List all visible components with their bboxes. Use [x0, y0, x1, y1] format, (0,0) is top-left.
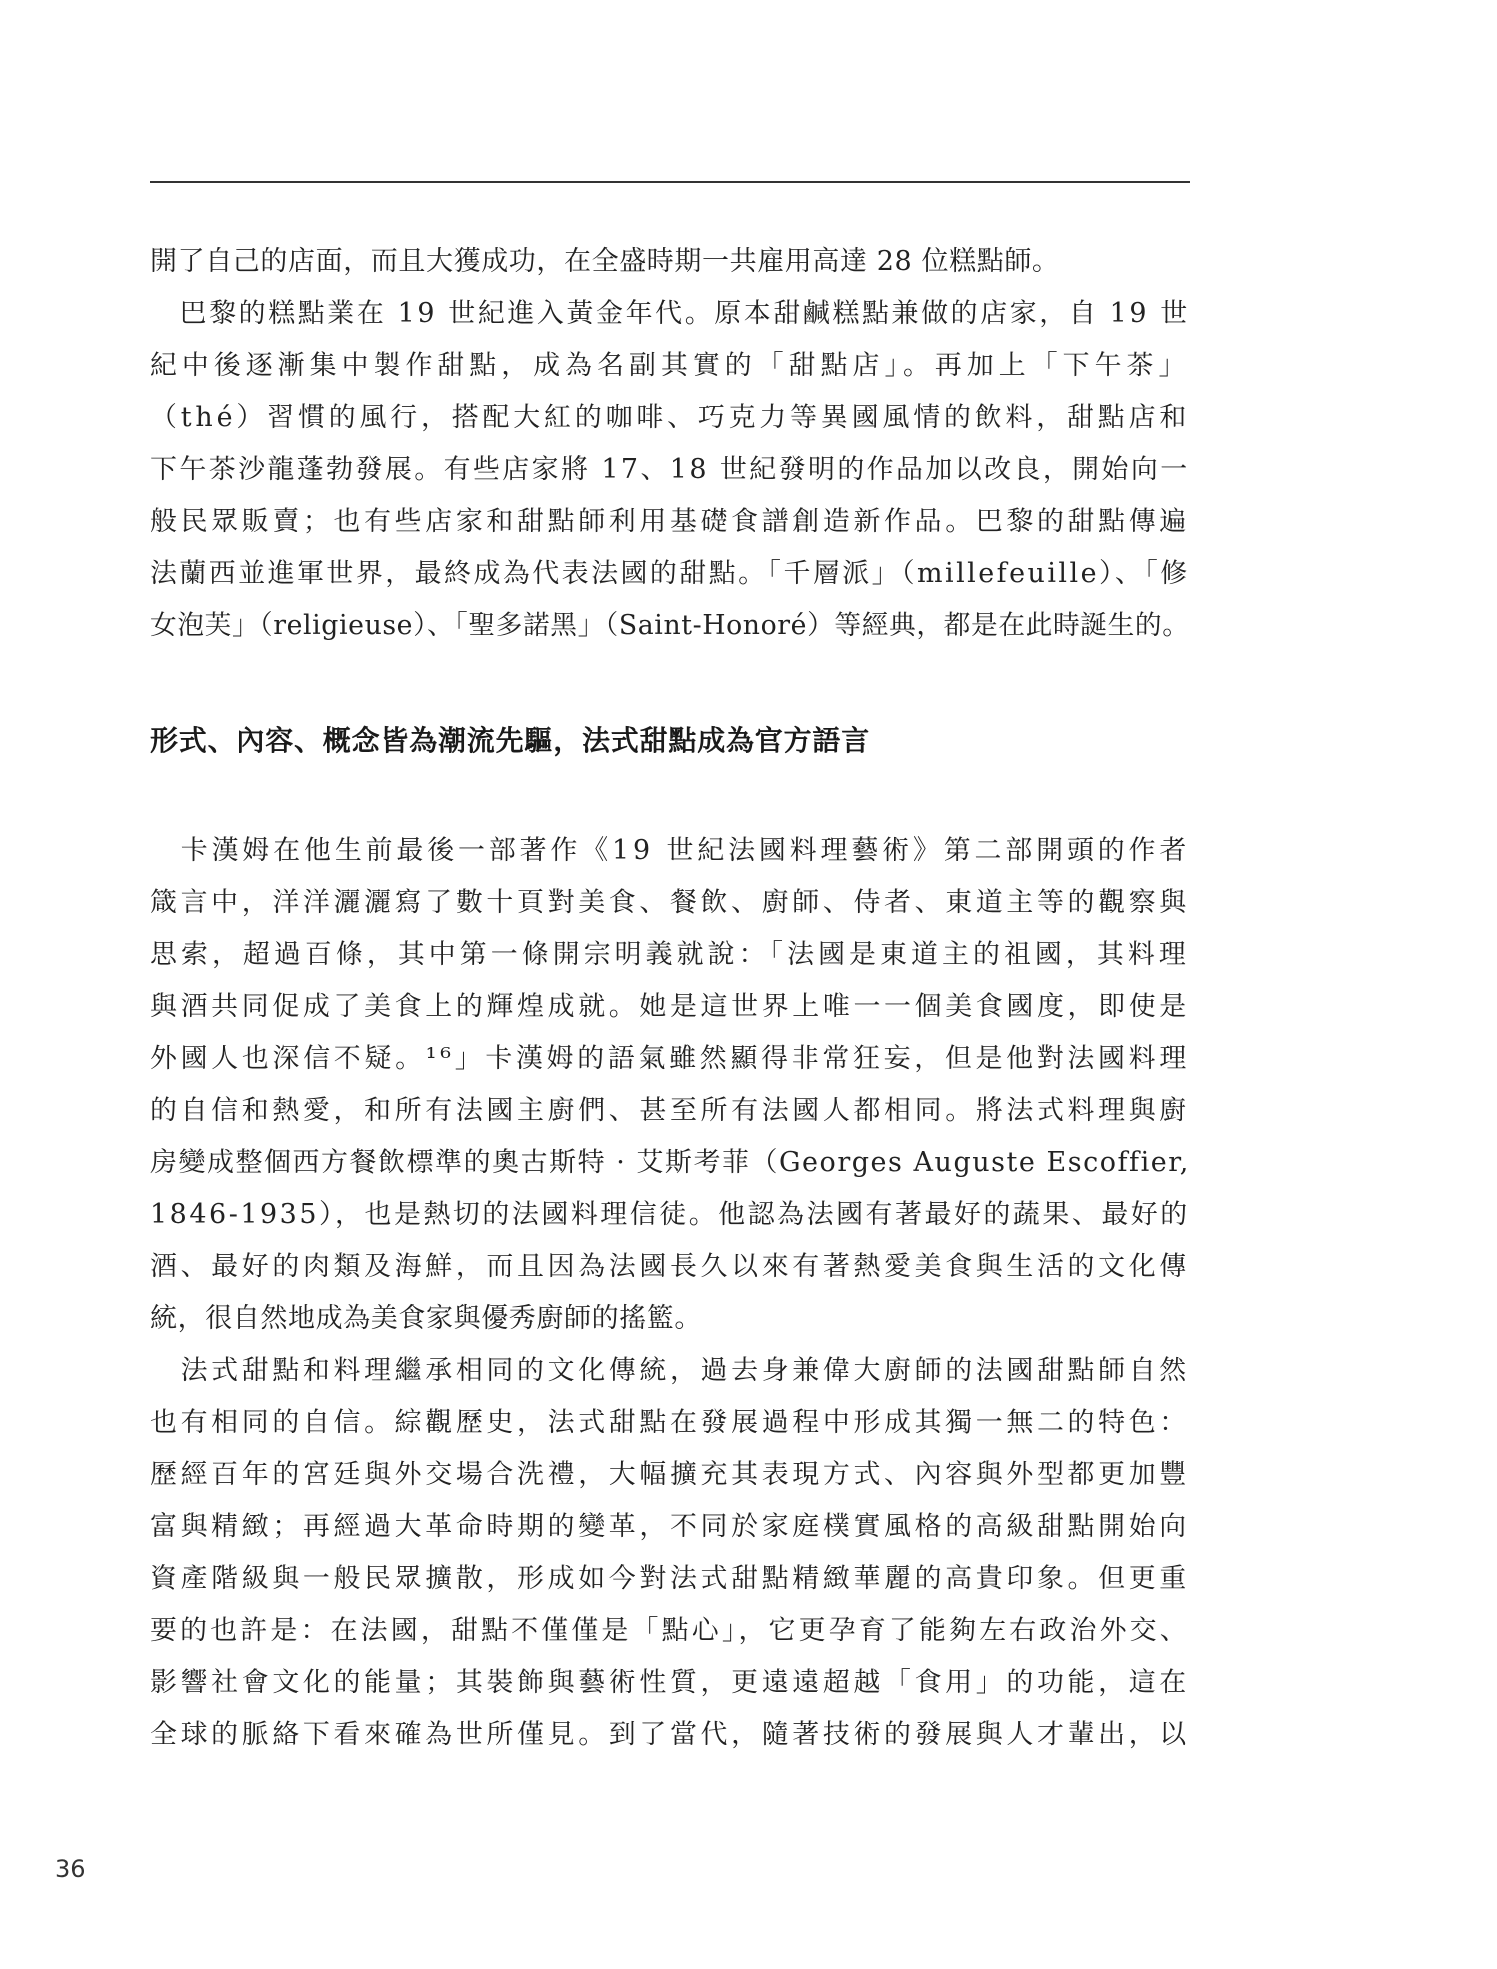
section-heading: 形式、內容、概念皆為潮流先驅，法式甜點成為官方語言	[150, 724, 871, 757]
text-line: （thé）習慣的風行，搭配大紅的咖啡、巧克力等異國風情的飲料，甜點店和	[150, 402, 1191, 433]
text-line: 資產階級與一般民眾擴散，形成如今對法式甜點精緻華麗的高貴印象。但更重	[150, 1563, 1190, 1594]
text-line: 女泡芙」（religieuse）、「聖多諾黑」（Saint-Honoré）等經典，都是在此時誕生的。	[150, 610, 1190, 641]
body-text-section-2	[150, 825, 1190, 1761]
text-line: 富與精緻；再經過大革命時期的變革，不同於家庭樸實風格的高級甜點開始向	[150, 1511, 1190, 1542]
text-line: 也有相同的自信。綜觀歷史，法式甜點在發展過程中形成其獨一無二的特色：	[150, 1407, 1190, 1438]
text-line: 卡漢姆在他生前最後一部著作《19 世紀法國料理藝術》第二部開頭的作者	[150, 835, 1191, 866]
text-line: 與酒共同促成了美食上的輝煌成就。她是這世界上唯一一個美食國度，即使是	[150, 991, 1190, 1022]
text-line: 巴黎的糕點業在 19 世紀進入黃金年代。原本甜鹹糕點兼做的店家，自 19 世	[150, 298, 1190, 329]
text-line: 外國人也深信不疑。¹⁶」卡漢姆的語氣雖然顯得非常狂妄，但是他對法國料理	[150, 1043, 1190, 1074]
text-line: 紀中後逐漸集中製作甜點，成為名副其實的「甜點店」。再加上「下午茶」	[150, 350, 1191, 381]
text-line: 酒、最好的肉類及海鮮，而且因為法國長久以來有著熱愛美食與生活的文化傳	[150, 1251, 1190, 1282]
text-line: 全球的脈絡下看來確為世所僅見。到了當代，隨著技術的發展與人才輩出，以	[150, 1719, 1190, 1750]
text-line: 法式甜點和料理繼承相同的文化傳統，過去身兼偉大廚師的法國甜點師自然	[150, 1355, 1190, 1386]
text-line: 下午茶沙龍蓬勃發展。有些店家將 17、18 世紀發明的作品加以改良，開始向一	[150, 454, 1190, 485]
text-line: 法蘭西並進軍世界，最終成為代表法國的甜點。「千層派」（millefeuille）、「修	[150, 558, 1190, 589]
header-rule	[150, 181, 1190, 183]
text-line: 歷經百年的宮廷與外交場合洗禮，大幅擴充其表現方式、內容與外型都更加豐	[150, 1459, 1190, 1490]
text-line: 開了自己的店面，而且大獲成功，在全盛時期一共雇用高達 28 位糕點師。	[150, 246, 1060, 277]
page-number: 36	[55, 1855, 86, 1883]
text-line: 般民眾販賣；也有些店家和甜點師利用基礎食譜創造新作品。巴黎的甜點傳遍	[150, 506, 1190, 537]
text-line: 房變成整個西方餐飲標準的奧古斯特 · 艾斯考菲（Georges Auguste Escoffier,	[150, 1147, 1190, 1178]
text-line: 箴言中，洋洋灑灑寫了數十頁對美食、餐飲、廚師、侍者、東道主等的觀察與	[150, 887, 1190, 918]
body-text-section-1	[150, 236, 1190, 652]
text-line: 1846-1935），也是熱切的法國料理信徒。他認為法國有著最好的蔬果、最好的	[150, 1199, 1190, 1230]
text-line: 統，很自然地成為美食家與優秀廚師的搖籃。	[150, 1303, 702, 1334]
text-line: 思索，超過百條，其中第一條開宗明義就說：「法國是東道主的祖國，其料理	[150, 939, 1190, 970]
text-line: 影響社會文化的能量；其裝飾與藝術性質，更遠遠超越「食用」的功能，這在	[150, 1667, 1190, 1698]
text-line: 要的也許是：在法國，甜點不僅僅是「點心」，它更孕育了能夠左右政治外交、	[150, 1615, 1190, 1646]
text-line: 的自信和熱愛，和所有法國主廚們、甚至所有法國人都相同。將法式料理與廚	[150, 1095, 1190, 1126]
